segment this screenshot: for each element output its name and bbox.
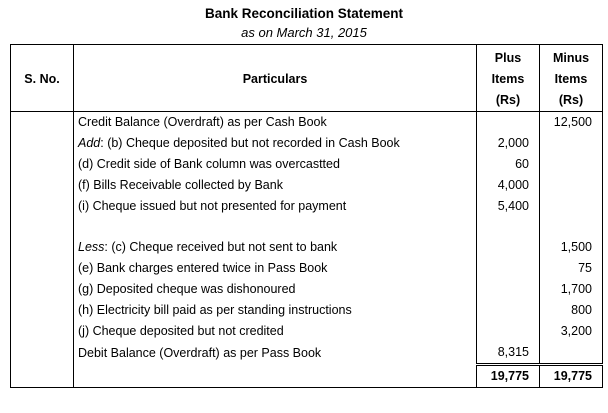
less-label: Less: [78, 240, 105, 255]
sno-cell: [11, 342, 74, 364]
table-row: [11, 279, 603, 300]
sno-cell: [11, 321, 74, 342]
particulars-text: : (c) Cheque received but not sent to bank: [104, 240, 338, 255]
header-minus-line: Items: [554, 71, 588, 86]
minus-cell: 1,500: [540, 237, 603, 258]
particulars-cell: [74, 364, 477, 387]
header-minus-line: Minus: [552, 50, 590, 65]
sno-cell: [11, 196, 74, 217]
sno-cell: [11, 300, 74, 321]
minus-cell: [540, 217, 603, 238]
sno-cell: [11, 112, 74, 133]
sno-cell: [11, 279, 74, 300]
table-row: [11, 258, 603, 279]
sno-cell: [11, 175, 74, 196]
minus-cell: 3,200: [540, 321, 603, 342]
particulars-cell: Credit Balance (Overdraft) as per Cash Book: [74, 112, 477, 133]
particulars-cell: (g) Deposited cheque was dishonoured: [74, 279, 477, 300]
particulars-text: : (b) Cheque deposited but not recorded in Cash Book: [100, 135, 400, 150]
minus-cell: [540, 342, 603, 364]
plus-cell: 4,000: [477, 175, 540, 196]
table-row: [11, 237, 603, 258]
header-particulars: Particulars: [74, 45, 477, 112]
header-minus-items: [540, 45, 603, 112]
particulars-cell: [74, 217, 477, 238]
sno-cell: [11, 364, 74, 387]
plus-cell: [477, 321, 540, 342]
minus-cell: 12,500: [540, 112, 603, 133]
sno-cell: [11, 217, 74, 238]
sno-cell: [11, 258, 74, 279]
particulars-cell: (e) Bank charges entered twice in Pass Book: [74, 258, 477, 279]
table-row: [11, 175, 603, 196]
particulars-cell: (i) Cheque issued but not presented for payment: [74, 196, 477, 217]
header-sno: S. No.: [11, 45, 74, 112]
plus-cell: 2,000: [477, 133, 540, 154]
particulars-cell: [74, 133, 477, 154]
plus-cell: 60: [477, 154, 540, 175]
minus-cell: 1,700: [540, 279, 603, 300]
particulars-cell: (d) Credit side of Bank column was overcastted: [74, 154, 477, 175]
particulars-cell: Debit Balance (Overdraft) as per Pass Book: [74, 342, 477, 364]
plus-cell: [477, 258, 540, 279]
header-plus-line: (Rs): [495, 92, 521, 107]
particulars-cell: (h) Electricity bill paid as per standing instructions: [74, 300, 477, 321]
minus-cell: [540, 196, 603, 217]
particulars-cell: (f) Bills Receivable collected by Bank: [74, 175, 477, 196]
table-header-row: [11, 45, 603, 112]
plus-cell: 5,400: [477, 196, 540, 217]
particulars-cell: [74, 237, 477, 258]
statement-date: as on March 31, 2015: [241, 25, 367, 40]
table-row: [11, 154, 603, 175]
table-row-spacer: [11, 217, 603, 238]
statement-title: Bank Reconciliation Statement: [204, 6, 404, 21]
plus-cell: 8,315: [477, 342, 540, 364]
reconciliation-table: [10, 44, 603, 388]
particulars-cell: (j) Cheque deposited but not credited: [74, 321, 477, 342]
table-row: [11, 300, 603, 321]
add-label: Add: [78, 135, 101, 150]
table-row: [11, 196, 603, 217]
minus-cell: 75: [540, 258, 603, 279]
minus-cell: 800: [540, 300, 603, 321]
plus-cell: [477, 300, 540, 321]
plus-cell: [477, 279, 540, 300]
plus-cell: [477, 112, 540, 133]
minus-cell: [540, 154, 603, 175]
plus-total: 19,775: [477, 364, 540, 387]
sno-cell: [11, 154, 74, 175]
table-row: [11, 133, 603, 154]
minus-cell: [540, 133, 603, 154]
sno-cell: [11, 133, 74, 154]
plus-cell: [477, 237, 540, 258]
minus-total: 19,775: [540, 364, 603, 387]
table-row: [11, 342, 603, 364]
header-plus-line: Plus: [494, 50, 522, 65]
sno-cell: [11, 237, 74, 258]
header-minus-line: (Rs): [558, 92, 584, 107]
header-plus-items: [477, 45, 540, 112]
total-row: [11, 364, 603, 387]
table-row: [11, 321, 603, 342]
header-plus-line: Items: [491, 71, 525, 86]
minus-cell: [540, 175, 603, 196]
table-row: [11, 112, 603, 133]
plus-cell: [477, 217, 540, 238]
